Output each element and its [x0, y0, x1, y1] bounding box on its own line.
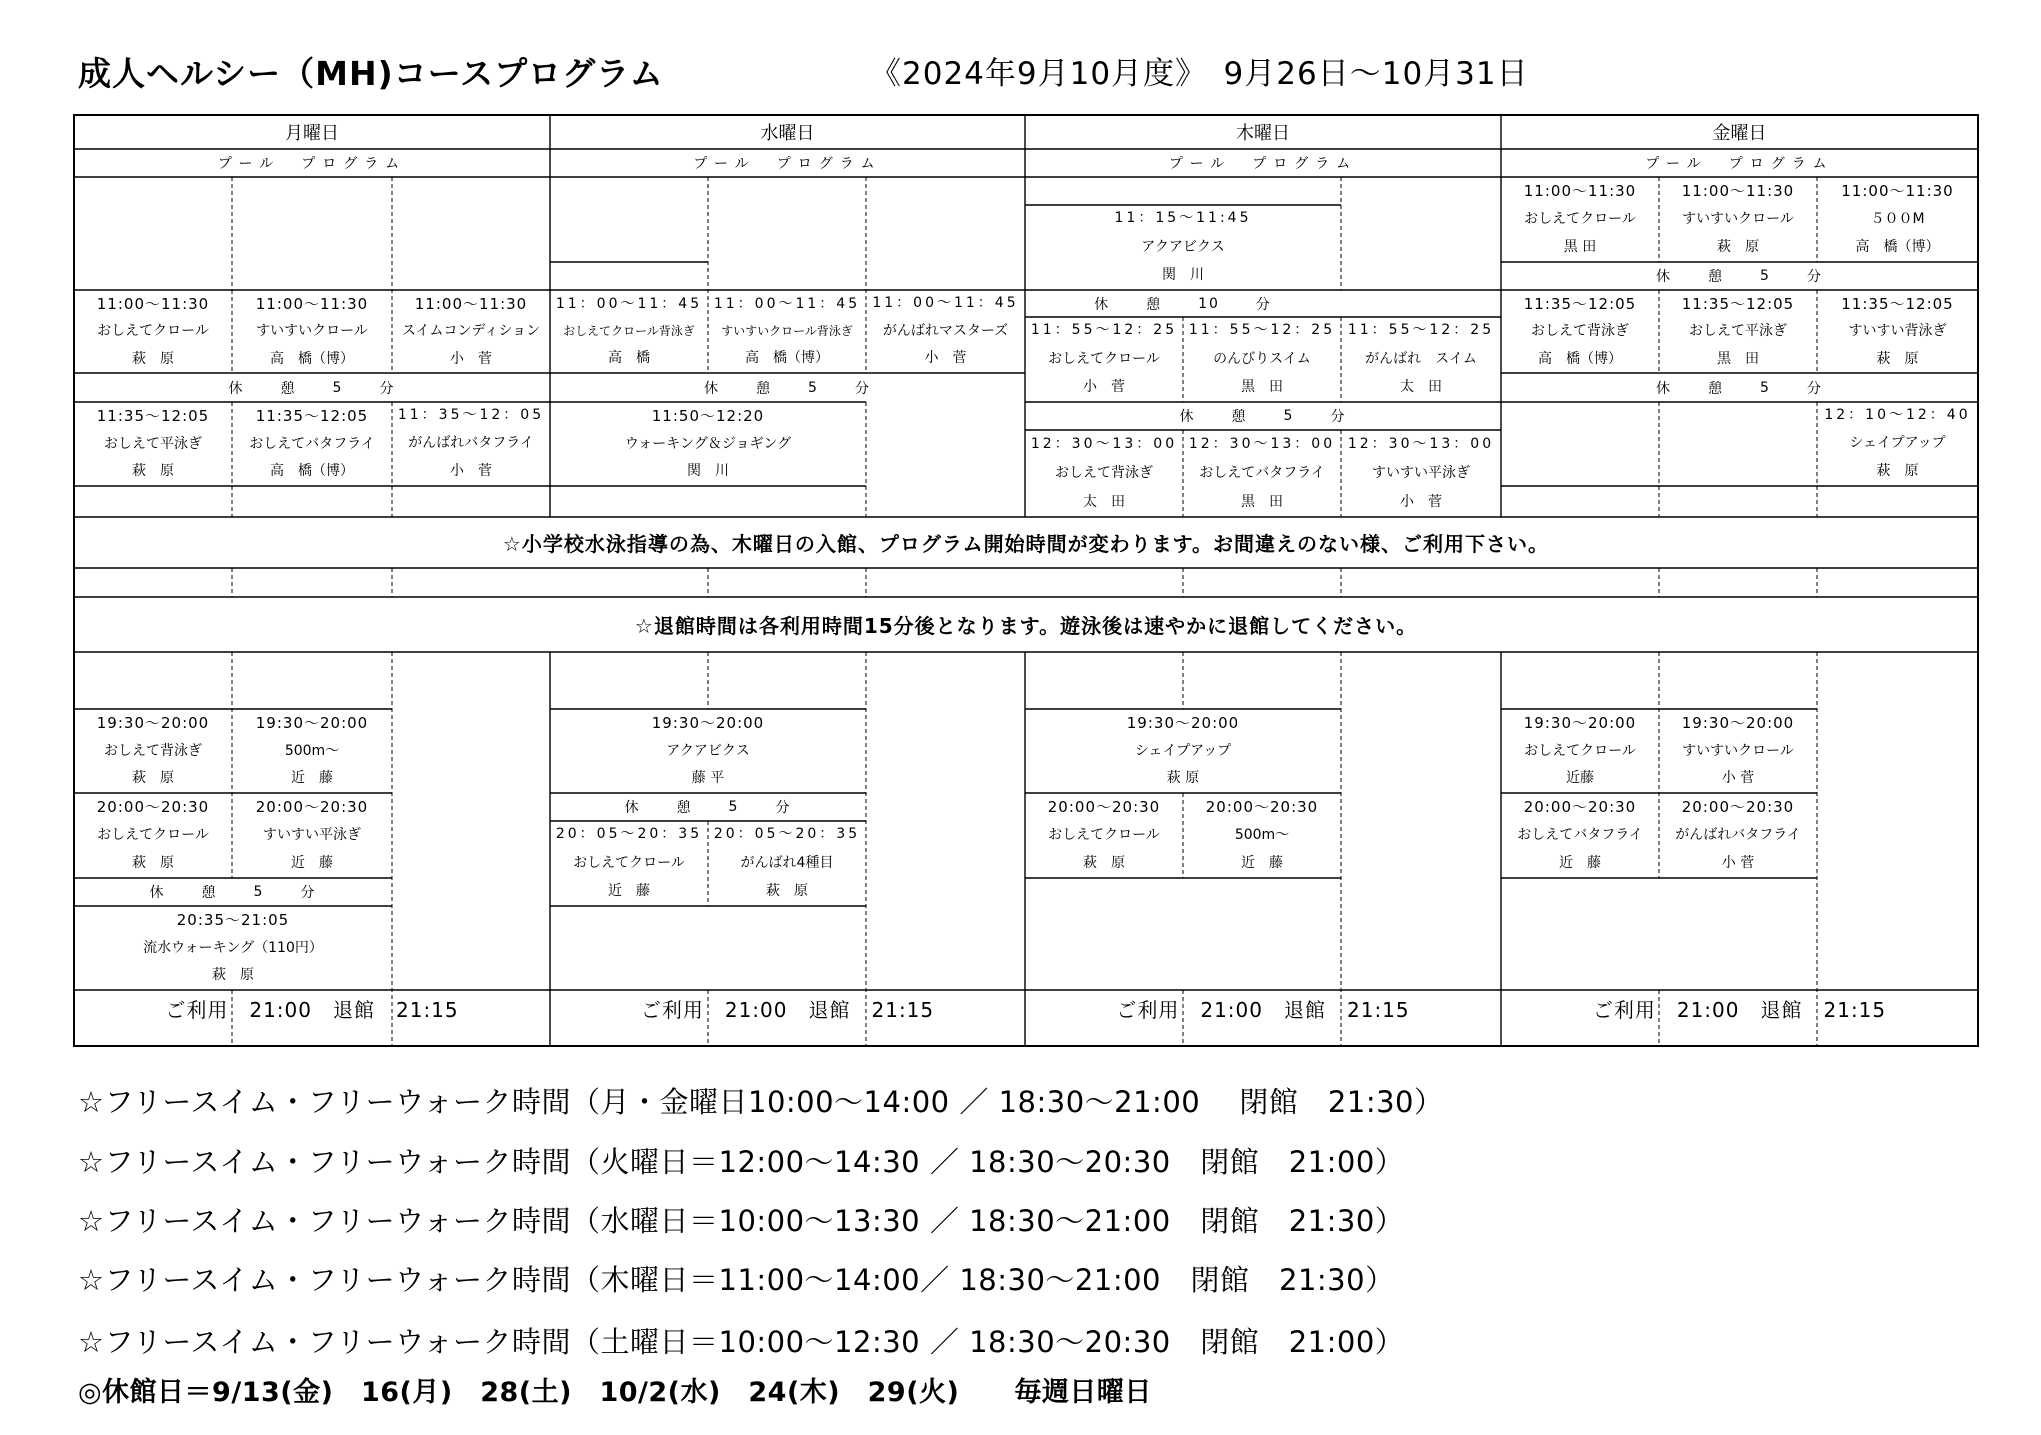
- program-cell: 11：55～12：25 おしえてクロール 小 菅: [1030, 322, 1178, 396]
- break-5min: 休 憩 5 分: [1179, 408, 1347, 425]
- break-10min: 休 憩 10 分: [1094, 295, 1272, 313]
- pool-program-label: プール プログラム: [693, 156, 882, 172]
- program-cell: 12：30～13：00 おしえてバタフライ 黒 田: [1188, 435, 1336, 510]
- program-cell: 11：00～11：45 がんばれマスターズ 小 菅: [872, 295, 1019, 367]
- program-cell: 20：05～20：35 がんばれ4種目 萩 原: [713, 826, 861, 900]
- program-cell: 11:00～11:30 スイムコンディション 小 菅: [401, 294, 541, 367]
- program-cell: 12：30～13：00 おしえて背泳ぎ 太 田: [1030, 435, 1178, 510]
- usage-exit-time: ご利用 21:00 退館 21:15: [1116, 997, 1410, 1022]
- break-5min: 休 憩 5 分: [624, 799, 792, 816]
- break-5min: 休 憩 5 分: [1656, 379, 1823, 397]
- program-cell: 19:30～20:00 シェイプアップ 萩 原: [1126, 714, 1240, 787]
- program-cell: 11：35～12：05 がんばれバタフライ 小 菅: [397, 407, 545, 480]
- program-cell: 20:00～20:30 おしえてバタフライ 近 藤: [1517, 798, 1643, 872]
- pool-program-label: プール プログラム: [1645, 156, 1834, 172]
- notice-exit-time: ☆退館時間は各利用時間15分後となります。遊泳後は速やかに退館してください。: [634, 614, 1418, 638]
- pool-program-label: プール プログラム: [1168, 156, 1358, 172]
- day-header-thursday: 木曜日: [1236, 123, 1290, 144]
- program-cell: 20:00～20:30 おしえてクロール 萩 原: [1047, 798, 1161, 872]
- free-swim-line: ☆フリースイム・フリーウォーク時間（木曜日＝11:00～14:00／ 18:30～21:00 閉館 21:30）: [78, 1263, 1395, 1297]
- program-cell: 11:35～12:05 おしえて平泳ぎ 萩 原: [96, 407, 210, 480]
- break-5min: 休 憩 5 分: [1656, 268, 1823, 285]
- program-cell: 19:30～20:00 おしえて背泳ぎ 萩 原: [96, 714, 210, 787]
- program-cell: 11:00～11:30 おしえてクロール 黒 田: [1523, 182, 1637, 256]
- program-cell: 20：05～20：35 おしえてクロール 近 藤: [555, 826, 703, 900]
- program-cell: 11：55～12：25 がんばれ スイム 太 田: [1347, 322, 1495, 396]
- program-cell: 11:35～12:05 おしえて平泳ぎ 黒 田: [1681, 294, 1795, 367]
- usage-exit-time: ご利用 21:00 退館 21:15: [165, 997, 459, 1022]
- program-cell: 20:00～20:30 500m～ 近 藤: [1205, 798, 1319, 872]
- day-header-wednesday: 水曜日: [760, 123, 815, 144]
- program-cell: 11：55～12：25 のんびりスイム 黒 田: [1188, 322, 1336, 396]
- free-swim-line: ☆フリースイム・フリーウォーク時間（水曜日＝10:00～13:30 ／ 18:30～21:00 閉館 21:30）: [78, 1204, 1405, 1238]
- day-header-monday: 月曜日: [285, 123, 339, 144]
- free-swim-line: ☆フリースイム・フリーウォーク時間（月・金曜日10:00～14:00 ／ 18:30～21:00 閉館 21:30）: [78, 1085, 1444, 1119]
- program-cell: 11:00～11:30 すいすいクロール 萩 原: [1681, 182, 1795, 256]
- program-cell: 11：00～11：45 すいすいクロール背泳ぎ 高 橋（博）: [713, 295, 861, 367]
- program-cell: 19:30～20:00 おしえてクロール 近藤: [1523, 714, 1637, 787]
- program-cell: 12：10～12：40 シェイプアップ 萩 原: [1824, 407, 1971, 480]
- program-cell: 11:35～12:05 おしえて背泳ぎ 高 橋（博）: [1523, 294, 1637, 367]
- program-cell: 19:30～20:00 500m～ 近 藤: [255, 714, 369, 787]
- program-cell: 19:30～20:00 アクアビクス 藤 平: [651, 714, 765, 787]
- program-cell: 20:00～20:30 すいすい平泳ぎ 近 藤: [255, 798, 369, 872]
- program-cell: 11:00～11:30 ５００M 高 橋（博）: [1841, 182, 1954, 256]
- program-cell: 11:35～12:05 おしえてバタフライ 高 橋（博）: [249, 407, 375, 480]
- program-cell: 11:00～11:30 すいすいクロール 高 橋（博）: [255, 294, 369, 367]
- program-cell: 12：30～13：00 すいすい平泳ぎ 小 菅: [1347, 435, 1495, 510]
- program-cell: 20:35～21:05 流水ウォーキング（110円） 萩 原: [143, 911, 323, 984]
- usage-exit-time: ご利用 21:00 退館 21:15: [1592, 997, 1887, 1022]
- program-cell: 11:00～11:30 おしえてクロール 萩 原: [96, 294, 210, 367]
- break-5min: 休 憩 5 分: [228, 379, 396, 397]
- program-cell: 11:50～12:20 ウォーキング＆ジョギング 関 川: [624, 407, 792, 480]
- usage-exit-time: ご利用 21:00 退館 21:15: [640, 997, 935, 1022]
- program-cell: 11:35～12:05 すいすい背泳ぎ 萩 原: [1841, 294, 1954, 367]
- program-cell: 11：00～11：45 おしえてクロール背泳ぎ 高 橋: [555, 295, 703, 367]
- program-cell: 19:30～20:00 すいすいクロール 小 菅: [1681, 714, 1795, 787]
- closed-days: ◎休館日＝9/13(金) 16(月) 28(土) 10/2(水) 24(木) 29(火) 毎週日曜日: [78, 1377, 1152, 1408]
- break-5min: 休 憩 5 分: [149, 884, 317, 901]
- free-swim-line: ☆フリースイム・フリーウォーク時間（土曜日＝10:00～12:30 ／ 18:30～20:30 閉館 21:00）: [78, 1325, 1405, 1359]
- break-5min: 休 憩 5 分: [704, 379, 871, 397]
- pool-program-label: プール プログラム: [217, 156, 407, 172]
- schedule-period: 《2024年9月10月度》 9月26日～10月31日: [870, 56, 1529, 92]
- notice-thursday-change: ☆小学校水泳指導の為、木曜日の入館、プログラム開始時間が変わります。お間違えのない様、ご利用下さい。: [502, 532, 1550, 556]
- page-title: 成人ヘルシー（MH)コースプログラム: [78, 54, 664, 93]
- free-swim-line: ☆フリースイム・フリーウォーク時間（火曜日＝12:00～14:30 ／ 18:30～20:30 閉館 21:00）: [78, 1145, 1405, 1179]
- program-cell: 11：15～11:45 アクアビクス 関 川: [1114, 210, 1252, 284]
- program-cell: 20:00～20:30 おしえてクロール 萩 原: [96, 798, 210, 872]
- program-cell: 20:00～20:30 がんばれバタフライ 小 菅: [1675, 798, 1801, 872]
- day-header-friday: 金曜日: [1712, 123, 1767, 144]
